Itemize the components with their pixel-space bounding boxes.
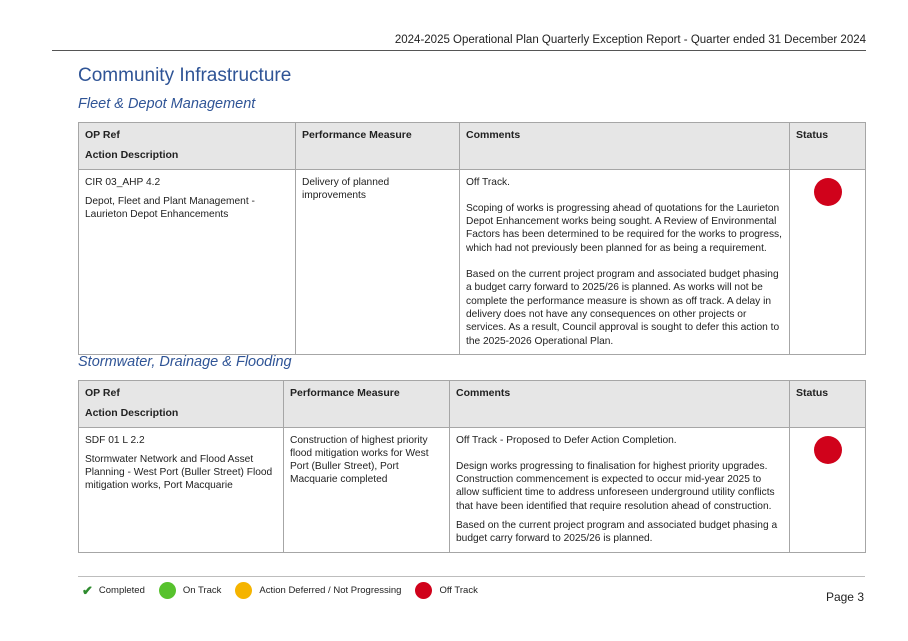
stormwater-table bbox=[78, 380, 866, 553]
amber-dot-icon bbox=[235, 582, 252, 599]
status-cell bbox=[790, 427, 866, 552]
legend-label: On Track bbox=[182, 584, 222, 596]
footer-divider bbox=[78, 576, 865, 577]
header-op-ref-label: OP Ref bbox=[85, 129, 120, 141]
action-description: Depot, Fleet and Plant Management - Laurieton Depot Enhancements bbox=[85, 195, 255, 221]
comment-paragraph: Based on the current project program and associated budget phasing a budget carry forward to 2025/26 is planned. bbox=[456, 520, 778, 545]
red-dot-icon bbox=[415, 582, 432, 599]
fleet-depot-table bbox=[78, 122, 866, 355]
op-ref-code: SDF 01 L 2.2 bbox=[85, 434, 145, 446]
header-divider bbox=[52, 50, 866, 51]
op-ref-code: CIR 03_AHP 4.2 bbox=[85, 176, 161, 188]
comment-paragraph: Scoping of works is progressing ahead of quotations for the Laurieton Depot Enhancement works being sought. A Review of Environmental Factors has been determined to be required for the works to progress, which had not previously been planned for as being a requirement. bbox=[466, 202, 782, 254]
op-ref-cell bbox=[79, 427, 284, 552]
header-comments: Comments bbox=[460, 123, 790, 170]
legend-item-completed bbox=[82, 584, 145, 597]
comment-status-line: Off Track. bbox=[466, 176, 510, 188]
page-number: Page 3 bbox=[825, 590, 864, 604]
performance-measure-cell: Delivery of planned improvements bbox=[296, 169, 460, 354]
status-cell bbox=[790, 169, 866, 354]
section-heading-stormwater: Stormwater, Drainage & Flooding bbox=[78, 354, 292, 370]
legend-label: Off Track bbox=[439, 584, 478, 596]
table-row bbox=[79, 169, 866, 354]
off-track-status-icon bbox=[814, 178, 842, 206]
header-performance-measure: Performance Measure bbox=[296, 123, 460, 170]
comment-paragraph: Based on the current project program and associated budget phasing a budget carry forward to 2025/26 is planned. As works will not be complete the performance measure is shown as off track. A delay in delivery does not have any consequences on other projects or services. As a result, Council approval is sought to defer this action to the 2025-2026 Operational Plan. bbox=[466, 269, 780, 347]
header-action-description-label: Action Description bbox=[85, 407, 179, 420]
legend-label: Action Deferred / Not Progressing bbox=[259, 584, 402, 596]
report-header-title: 2024-2025 Operational Plan Quarterly Exception Report - Quarter ended 31 December 2024 bbox=[394, 34, 866, 46]
header-op-ref bbox=[79, 381, 284, 428]
performance-measure-cell: Construction of highest priority flood mitigation works for West Port (Buller Street), Port Macquarie completed bbox=[284, 427, 450, 552]
comment-status-line: Off Track - Proposed to Defer Action Completion. bbox=[456, 434, 677, 446]
action-description: Stormwater Network and Flood Asset Planning - West Port (Buller Street) Flood mitigation works, Port Macquarie bbox=[85, 453, 273, 492]
header-status: Status bbox=[790, 381, 866, 428]
header-action-description-label: Action Description bbox=[85, 149, 179, 162]
table-row bbox=[79, 427, 866, 552]
legend-label: Completed bbox=[98, 584, 145, 596]
header-status: Status bbox=[790, 123, 866, 170]
comment-paragraph: Design works progressing to finalisation for highest priority upgrades. Construction commencement is expected to occur mid-year 2025 to allow sufficient time to address unforeseen underground utility conflicts that have been identified that require resolution ahead of construction. bbox=[456, 460, 775, 512]
table-header-row bbox=[79, 123, 866, 170]
green-dot-icon bbox=[159, 582, 176, 599]
page-title: Community Infrastructure bbox=[78, 65, 292, 86]
legend-item-deferred bbox=[235, 582, 401, 599]
table-header-row bbox=[79, 381, 866, 428]
off-track-status-icon bbox=[814, 436, 842, 464]
check-icon: ✔ bbox=[82, 582, 93, 598]
comments-cell bbox=[450, 427, 790, 552]
header-op-ref bbox=[79, 123, 296, 170]
legend-item-off-track bbox=[415, 582, 477, 599]
section-heading-fleet-depot: Fleet & Depot Management bbox=[78, 96, 256, 112]
header-op-ref-label: OP Ref bbox=[85, 387, 120, 399]
status-legend bbox=[82, 580, 492, 600]
header-performance-measure: Performance Measure bbox=[284, 381, 450, 428]
legend-item-on-track bbox=[159, 582, 222, 599]
op-ref-cell bbox=[79, 169, 296, 354]
comments-cell bbox=[460, 169, 790, 354]
header-comments: Comments bbox=[450, 381, 790, 428]
